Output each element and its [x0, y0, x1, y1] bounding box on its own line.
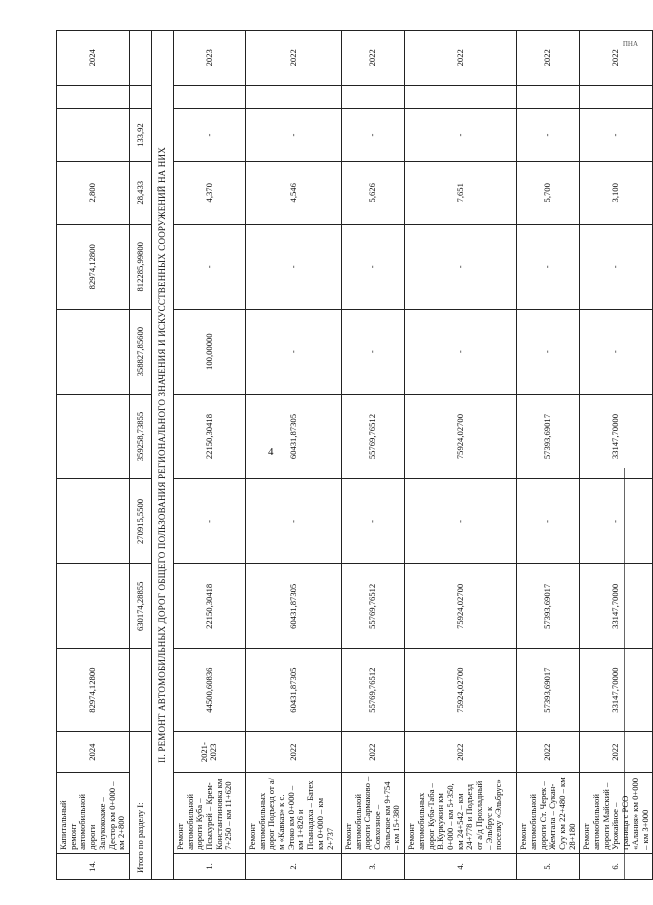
row-number: 6. [580, 853, 653, 879]
value-cell: 22150,30418 [173, 394, 245, 479]
value-cell [405, 85, 517, 109]
value-cell: - [517, 109, 580, 161]
length-km: 4,546 [245, 161, 341, 224]
value-cell: - [517, 224, 580, 309]
length-km: 5,626 [341, 161, 404, 224]
value-cell: - [405, 309, 517, 394]
table-row [405, 31, 517, 880]
completion-year: 2022 [405, 31, 517, 86]
value-cell: - [405, 479, 517, 564]
row-number: 1. [173, 853, 245, 879]
value-cell: 60431,87305 [245, 394, 341, 479]
subtotal-row [129, 31, 151, 880]
total-cost: 82974,12800 [57, 649, 130, 732]
value-cell: - [517, 309, 580, 394]
value-cell: - [245, 109, 341, 161]
value-cell: 55769,76512 [341, 564, 404, 649]
completion-year: 2023 [173, 31, 245, 86]
completion-year: 2024 [57, 31, 130, 86]
total-cost: 44500,60836 [173, 649, 245, 732]
road-works-table [56, 30, 653, 880]
value-cell: 55769,76512 [341, 394, 404, 479]
value-cell [57, 564, 130, 649]
value-cell [517, 85, 580, 109]
object-name: Ремонт автомобильных дорог Куба-Таба – В.Куркужин км 0+000 – км 5+350, км 24+542 – км 24+778 и Подъезд от а/д Прохладный – Эльбрус к поселку «Эльбрус» [405, 773, 517, 854]
value-cell: 33147,70000 [580, 564, 653, 649]
value-cell: - [517, 479, 580, 564]
value-cell: 82974,12800 [57, 224, 130, 309]
section-row [151, 31, 173, 880]
value-cell [129, 31, 151, 86]
table-row [341, 31, 404, 880]
row-number: 2. [245, 853, 341, 879]
completion-year: 2022 [517, 31, 580, 86]
row-number: 14. [57, 853, 130, 879]
value-cell [57, 394, 130, 479]
object-name: Ремонт автомобильной дороги Куба – Псыхурей – Крем-Константиновка км 7+250 – км 11+620 [173, 773, 245, 854]
table-row [173, 31, 245, 880]
value-cell [173, 85, 245, 109]
years: 2022 [341, 732, 404, 773]
subtotal-label: Итого по разделу I: [129, 732, 151, 880]
value-cell: 133,92 [129, 109, 151, 161]
value-cell: - [173, 479, 245, 564]
value-cell [57, 85, 130, 109]
value-cell: - [580, 309, 653, 394]
length-km: 4,370 [173, 161, 245, 224]
row-number: 4. [405, 853, 517, 879]
value-cell: 57393,69017 [517, 394, 580, 479]
value-cell: 57393,69017 [517, 564, 580, 649]
years: 2022 [245, 732, 341, 773]
value-cell [341, 85, 404, 109]
value-cell: - [580, 109, 653, 161]
total-cost: 57393,69017 [517, 649, 580, 732]
value-cell: - [580, 479, 653, 564]
years: 2024 [57, 732, 130, 773]
completion-year: 2022 [341, 31, 404, 86]
section-title: II. РЕМОНТ АВТОМОБИЛЬНЫХ ДОРОГ ОБЩЕГО ПОЛЬЗОВАНИЯ РЕГИОНАЛЬНОГО ЗНАЧЕНИЯ И ИСКУССТВЕННЫХ СООРУЖЕНИЙ НА НИХ [151, 31, 173, 880]
years: 2022 [580, 732, 653, 773]
table-row [517, 31, 580, 880]
value-cell: - [341, 109, 404, 161]
value-cell: 359258,73855 [129, 394, 151, 479]
value-cell: - [173, 109, 245, 161]
table-row [245, 31, 341, 880]
value-cell [57, 109, 130, 161]
total-cost: 60431,87305 [245, 649, 341, 732]
value-cell: - [341, 224, 404, 309]
total-cost: 75924,02700 [405, 649, 517, 732]
table-row [57, 31, 130, 880]
years: 2022 [405, 732, 517, 773]
object-name: Ремонт автомобильной дороги Ст. Черек – Жемтала – Сукан-Суу км 22+480 – км 28+180 [517, 773, 580, 854]
total-cost: 55769,76512 [341, 649, 404, 732]
length-km: 2,800 [57, 161, 130, 224]
value-cell: 75924,02700 [405, 394, 517, 479]
object-name: Ремонт автомобильной дороги Сармаково – Совхозное – Зольское км 9+754 – км 15+380 [341, 773, 404, 854]
object-name: Капитальный ремонт автомобильной дороги Залукокоаже – Дестор км 0+000 – км 2+800 [57, 773, 130, 854]
length-km: 7,651 [405, 161, 517, 224]
value-cell [57, 309, 130, 394]
value-cell: 358827,85600 [129, 309, 151, 394]
value-cell [245, 85, 341, 109]
page-number: 4 [268, 446, 274, 458]
value-cell: - [405, 224, 517, 309]
row-number: 3. [341, 853, 404, 879]
object-name: Ремонт автомобильной дороги Майский – Урожайное – граница с РСО «Алания» км 0+000 – км 3+000 [580, 773, 653, 854]
value-cell: - [405, 109, 517, 161]
value-cell: 22150,30418 [173, 564, 245, 649]
years: 2022 [517, 732, 580, 773]
value-cell [129, 649, 151, 732]
object-name: Ремонт автомобильных дорог Подъезд от а/м «Кавказ» к с. Этоко км 0+000 – км 1+826 и Псынадаха – Батех км 0+000 – км 2+737 [245, 773, 341, 854]
corner-mark: ПНА [622, 40, 638, 48]
value-cell: 812285,99800 [129, 224, 151, 309]
value-cell: - [245, 479, 341, 564]
total-cost: 33147,70000 [580, 649, 653, 732]
value-cell: 75924,02700 [405, 564, 517, 649]
completion-year: 2022 [245, 31, 341, 86]
years: 2021-2023 [173, 732, 245, 773]
value-cell: 28,433 [129, 161, 151, 224]
value-cell: 630174,28855 [129, 564, 151, 649]
value-cell: 33147,70000 [580, 394, 653, 479]
value-cell: 270915,5500 [129, 479, 151, 564]
value-cell: 60431,87305 [245, 564, 341, 649]
length-km: 5,700 [517, 161, 580, 224]
length-km: 3,100 [580, 161, 653, 224]
value-cell: - [245, 309, 341, 394]
value-cell [129, 85, 151, 109]
value-cell: - [341, 479, 404, 564]
completion-year: 2022 [580, 31, 653, 86]
table-row [580, 31, 653, 880]
value-cell [580, 85, 653, 109]
value-cell: - [341, 309, 404, 394]
value-cell: 100,00000 [173, 309, 245, 394]
value-cell [57, 479, 130, 564]
row-number: 5. [517, 853, 580, 879]
value-cell: - [173, 224, 245, 309]
value-cell: - [245, 224, 341, 309]
value-cell: - [580, 224, 653, 309]
